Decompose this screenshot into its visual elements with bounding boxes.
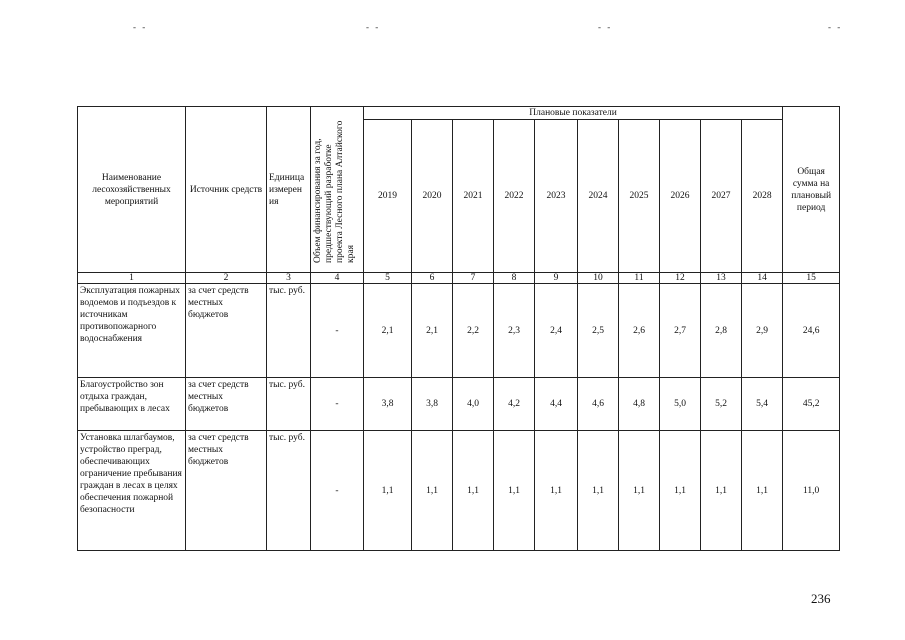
row-unit: тыс. руб. xyxy=(267,378,311,431)
year-cell: 2024 xyxy=(578,120,619,273)
row-value: 4,0 xyxy=(453,378,494,431)
column-number: 14 xyxy=(742,273,783,284)
row-unit: тыс. руб. xyxy=(267,284,311,378)
row-total: 11,0 xyxy=(783,431,840,551)
column-number: 5 xyxy=(364,273,412,284)
row-value: 4,4 xyxy=(535,378,578,431)
column-number: 13 xyxy=(701,273,742,284)
row-name: Эксплуатация пожарных водоемов и подъездов к источникам противопожарного водоснабжения xyxy=(78,284,186,378)
row-name: Установка шлагбаумов, устройство преград, обеспечивающих ограничение пребывания граждан в лесах в целях обеспечения пожарной безопасности xyxy=(78,431,186,551)
year-cell: 2023 xyxy=(535,120,578,273)
row-value: 1,1 xyxy=(364,431,412,551)
row-prev: - xyxy=(311,378,364,431)
header-planned: Плановые показатели xyxy=(364,107,783,120)
row-name: Благоустройство зон отдыха граждан, пребывающих в лесах xyxy=(78,378,186,431)
column-number: 9 xyxy=(535,273,578,284)
row-total: 24,6 xyxy=(783,284,840,378)
row-value: 2,8 xyxy=(701,284,742,378)
scan-mark: - - xyxy=(366,22,381,32)
row-prev: - xyxy=(311,431,364,551)
header-prev: Объем финансирования за год, предшествующий разработке проекта Лесного плана Алтайского края xyxy=(313,120,356,263)
scan-mark: - - xyxy=(828,22,843,32)
row-value: 3,8 xyxy=(364,378,412,431)
row-value: 1,1 xyxy=(453,431,494,551)
header-source: Источник средств xyxy=(186,107,267,273)
row-value: 1,1 xyxy=(619,431,660,551)
year-cell: 2019 xyxy=(364,120,412,273)
row-value: 3,8 xyxy=(412,378,453,431)
row-value: 4,8 xyxy=(619,378,660,431)
column-number: 12 xyxy=(660,273,701,284)
header-unit-line: измерен xyxy=(269,184,302,195)
row-value: 1,1 xyxy=(660,431,701,551)
column-number: 2 xyxy=(186,273,267,284)
column-number: 3 xyxy=(267,273,311,284)
row-value: 1,1 xyxy=(742,431,783,551)
row-source: за счет средств местных бюджетов xyxy=(186,431,267,551)
row-value: 1,1 xyxy=(412,431,453,551)
row-value: 1,1 xyxy=(578,431,619,551)
header-total: Общая сумма на плановый период xyxy=(783,107,840,273)
row-value: 5,0 xyxy=(660,378,701,431)
column-number: 7 xyxy=(453,273,494,284)
year-cell: 2022 xyxy=(494,120,535,273)
year-cell: 2027 xyxy=(701,120,742,273)
header-prev-cell xyxy=(311,107,364,273)
column-number: 10 xyxy=(578,273,619,284)
table-row xyxy=(78,284,840,378)
row-value: 4,2 xyxy=(494,378,535,431)
scan-mark: - - xyxy=(598,22,613,32)
row-value: 2,3 xyxy=(494,284,535,378)
header-name: Наименование лесохозяйственных мероприятий xyxy=(78,107,186,273)
column-number: 1 xyxy=(78,273,186,284)
column-numbers-row xyxy=(78,273,840,284)
table-row xyxy=(78,378,840,431)
header-unit xyxy=(267,107,311,273)
year-cell: 2025 xyxy=(619,120,660,273)
row-source: за счет средств местных бюджетов xyxy=(186,284,267,378)
forest-plan-table xyxy=(77,106,840,551)
row-value: 2,6 xyxy=(619,284,660,378)
year-cell: 2021 xyxy=(453,120,494,273)
column-number: 8 xyxy=(494,273,535,284)
row-value: 2,2 xyxy=(453,284,494,378)
row-value: 1,1 xyxy=(494,431,535,551)
year-cell: 2026 xyxy=(660,120,701,273)
page-number: 236 xyxy=(811,591,831,606)
row-value: 4,6 xyxy=(578,378,619,431)
row-value: 2,5 xyxy=(578,284,619,378)
row-value: 2,1 xyxy=(412,284,453,378)
column-number: 15 xyxy=(783,273,840,284)
header-unit-line: ия xyxy=(269,196,279,207)
row-value: 1,1 xyxy=(701,431,742,551)
scan-mark: - - xyxy=(133,22,148,32)
row-value: 1,1 xyxy=(535,431,578,551)
row-source: за счет средств местных бюджетов xyxy=(186,378,267,431)
header-unit-line: Единица xyxy=(269,172,305,183)
year-cell: 2028 xyxy=(742,120,783,273)
row-value: 2,9 xyxy=(742,284,783,378)
row-value: 5,2 xyxy=(701,378,742,431)
row-total: 45,2 xyxy=(783,378,840,431)
row-value: 2,7 xyxy=(660,284,701,378)
column-number: 11 xyxy=(619,273,660,284)
table-row xyxy=(78,431,840,551)
row-value: 2,1 xyxy=(364,284,412,378)
row-value: 2,4 xyxy=(535,284,578,378)
row-unit: тыс. руб. xyxy=(267,431,311,551)
column-number: 6 xyxy=(412,273,453,284)
header-row xyxy=(78,107,840,120)
row-value: 5,4 xyxy=(742,378,783,431)
row-prev: - xyxy=(311,284,364,378)
year-cell: 2020 xyxy=(412,120,453,273)
column-number: 4 xyxy=(311,273,364,284)
